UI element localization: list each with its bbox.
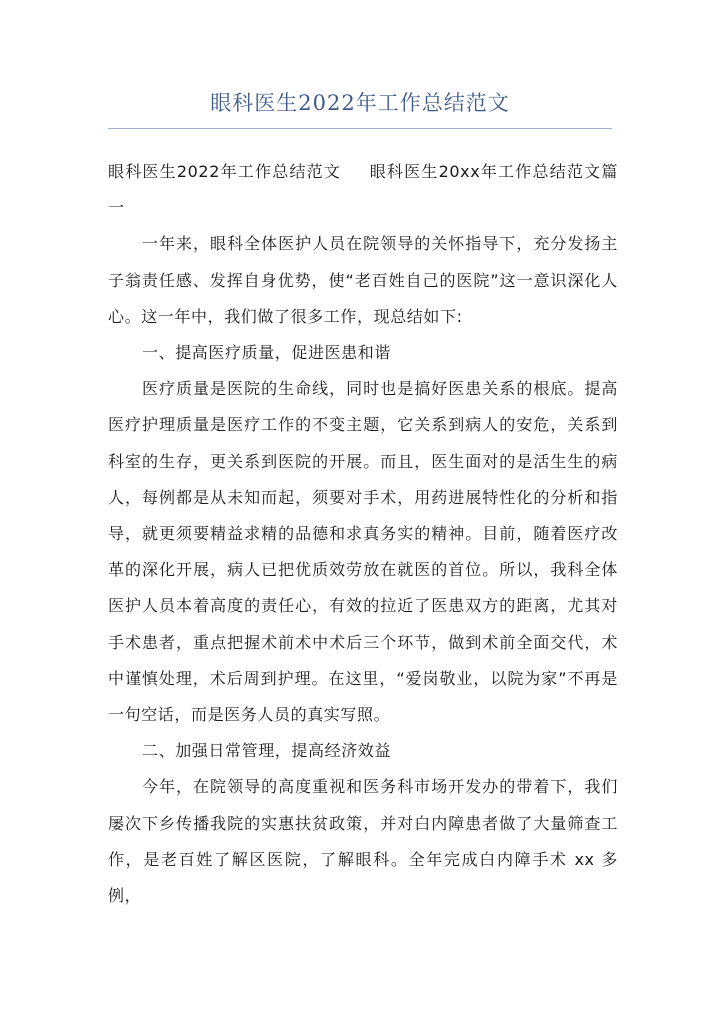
subtitle-part-b: 眼科医生20xx年工作总结范文篇一 (108, 162, 618, 218)
paragraph-intro: 一年来，眼科全体医护人员在院领导的关怀指导下，充分发扬主子翁责任感、发挥自身优势，使“老百姓自己的医院”这一意识深化人心。这一年中，我们做了很多工作，现总结如下: (108, 234, 618, 326)
subtitle-part-a: 眼科医生2022年工作总结范文 (108, 162, 342, 181)
section-heading-2: 二、加强日常管理，提高经济效益 (142, 741, 392, 761)
document-body (108, 154, 618, 914)
document-title: 眼科医生2022年工作总结范文 (210, 91, 510, 115)
subtitle-line (108, 154, 618, 226)
paragraph-section-2: 今年，在院领导的高度重视和医务科市场开发办的带着下，我们屡次下乡传播我院的实惠扶贫政策，并对白内障患者做了大量筛查工作，是老百姓了解区医院，了解眼科。全年完成白内障手术 xx 多例， (108, 777, 618, 906)
paragraph-section-1: 医疗质量是医院的生命线，同时也是搞好医患关系的根底。提高医疗护理质量是医疗工作的不变主题，它关系到病人的安危，关系到科室的生存，更关系到医院的开展。而且，医生面对的是活生生的病人，每例都是从未知而起，须要对手术，用药进展特性化的分析和指导，就更须要精益求精的品德和求真务实的精神。目前，随着医疗改革的深化开展，病人已把优质效劳放在就医的首位。所以，我科全体医护人员本着高度的责任心，有效的拉近了医患双方的距离，尤其对手术患者，重点把握术前术中术后三个环节，做到术前全面交代，术中谨慎处理，术后周到护理。在这里，“爱岗敬业，以院为家”不再是一句空话，而是医务人员的真实写照。 (108, 379, 618, 725)
title-divider (108, 128, 612, 129)
section-heading-1: 一、提高医疗质量，促进医患和谐 (142, 343, 392, 363)
